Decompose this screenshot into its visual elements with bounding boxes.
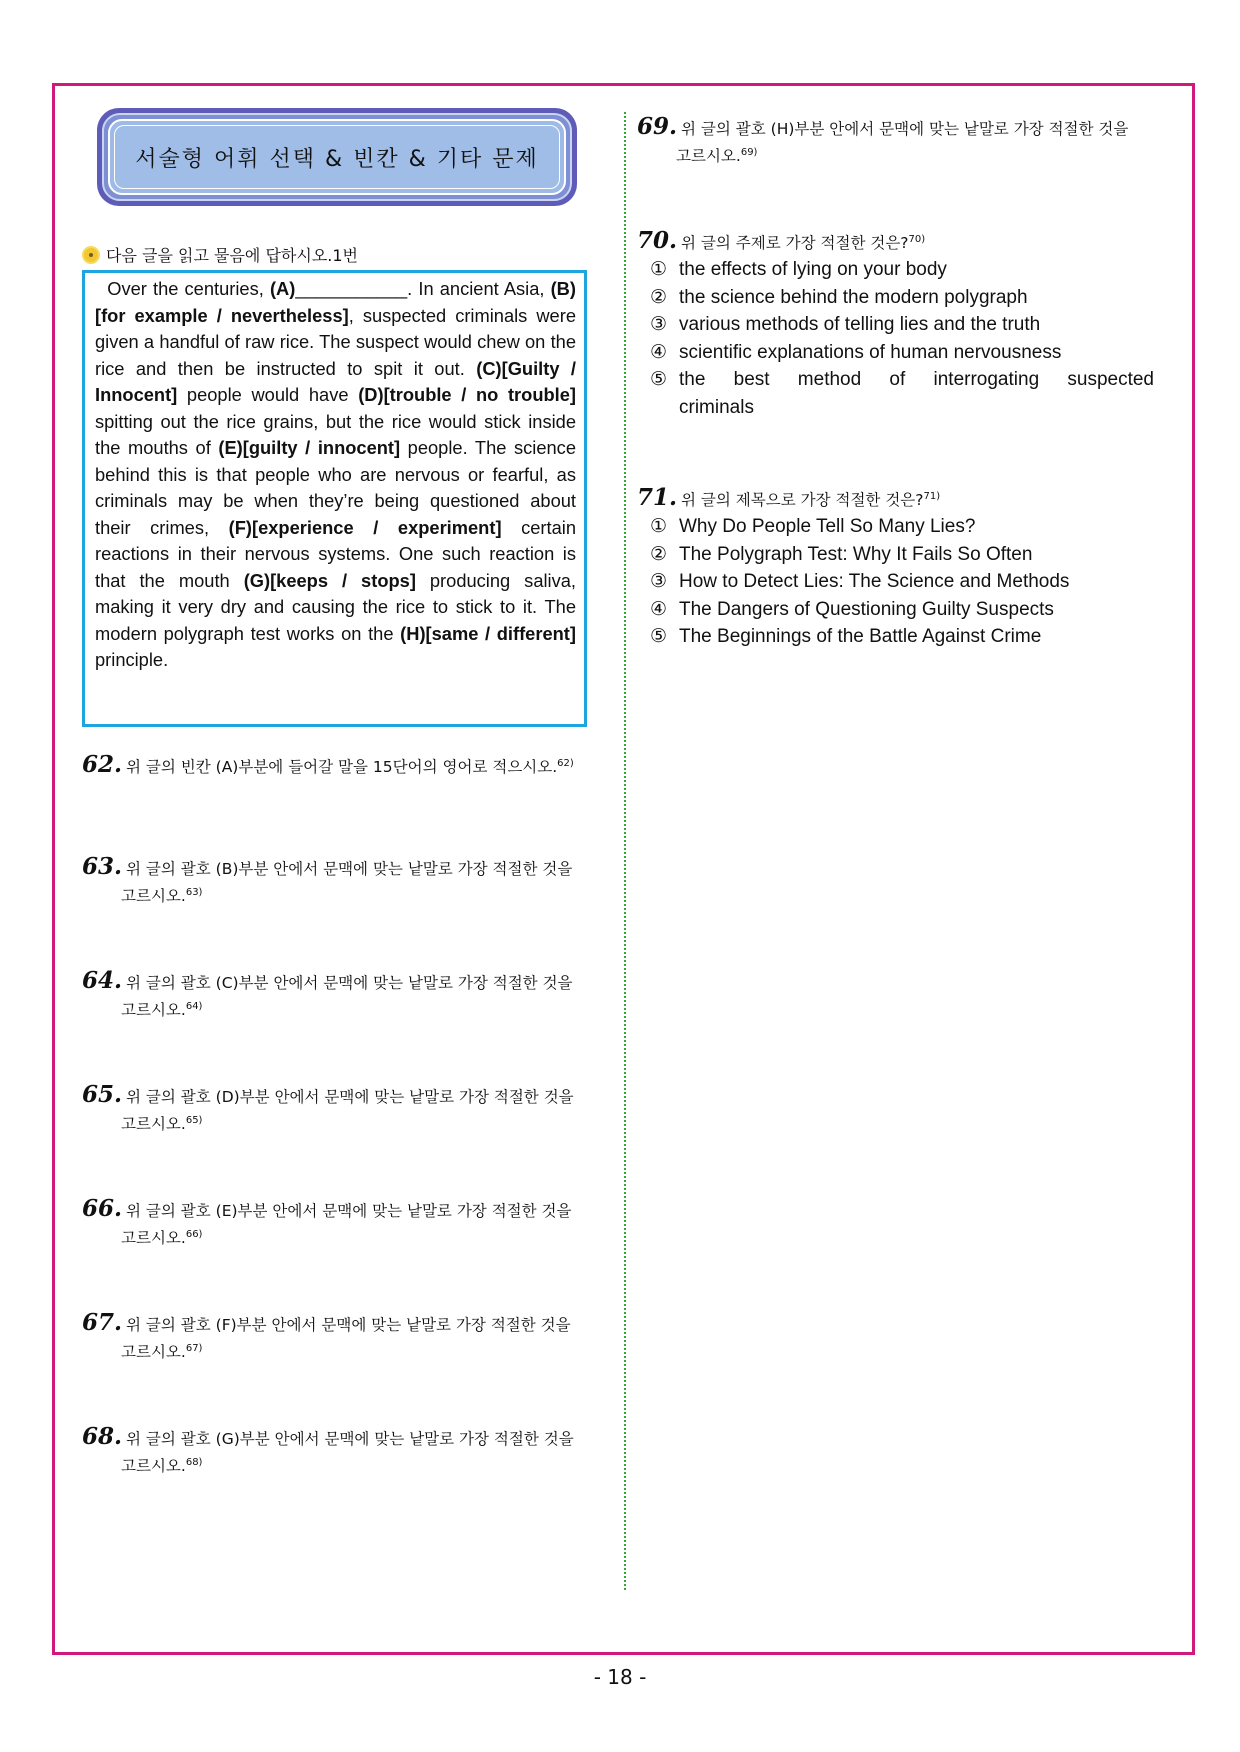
choice-1[interactable]: ① Why Do People Tell So Many Lies? [650,516,976,537]
question-64: 64. 위 글의 괄호 (C)부분 안에서 문맥에 맞는 낱말로 가장 적절한 것을 고르시오.$^{64)}$ [82,967,573,1020]
reading-passage [82,270,587,727]
passage-text: ___________. In ancient Asia, [295,278,551,299]
passage-choice-bracket: (A) [269,278,296,299]
passage-choice-bracket: (E)[guilty / innocent] [218,437,401,458]
passage-text: principle. [95,649,169,670]
question-71: 71. 위 글의 제목으로 가장 적절한 것은?$^{71)}$ [637,484,941,512]
instruction [84,243,358,266]
choice-5[interactable]: ⑤ The Beginnings of the Battle Against Crime [650,626,1042,647]
question-71-choices [650,513,1069,651]
choice-3[interactable]: ③ How to Detect Lies: The Science and Methods [650,571,1070,592]
question-67: 67. 위 글의 괄호 (F)부분 안에서 문맥에 맞는 낱말로 가장 적절한 것을 고르시오.$^{67)}$ [82,1309,571,1362]
question-70-choices [650,256,1154,421]
passage-choice-bracket: (H)[same / different] [400,622,576,644]
question-69: 69. 위 글의 괄호 (H)부분 안에서 문맥에 맞는 낱말로 가장 적절한 것을 고르시오.$^{69)}$ [637,113,1129,166]
page-number: - 18 - [593,1665,647,1689]
question-63: 63. 위 글의 괄호 (B)부분 안에서 문맥에 맞는 낱말로 가장 적절한 것을 고르시오.$^{63)}$ [82,853,573,906]
question-68: 68. 위 글의 괄호 (G)부분 안에서 문맥에 맞는 낱말로 가장 적절한 것을 고르시오.$^{68)}$ [82,1423,574,1476]
passage-text: certain reactions in their nervous systems. One such reaction is that the mouth [95,516,576,591]
choice-5-continued: criminals [679,396,754,418]
question-66: 66. 위 글의 괄호 (E)부분 안에서 문맥에 맞는 낱말로 가장 적절한 것을 고르시오.$^{66)}$ [82,1195,572,1248]
instruction-text: 다음 글을 읽고 물음에 답하시오.1번 [106,246,358,265]
passage-choice-bracket: (G)[keeps / stops] [243,569,416,591]
section-title: 서술형 어휘 선택 & 빈칸 & 기타 문제 [135,147,539,172]
question-62: 62. 위 글의 빈칸 (A)부분에 들어갈 말을 15단어의 영어로 적으시오.$^{62)}$ [82,751,574,779]
choice-4[interactable]: ④ scientific explanations of human nervousness [650,341,1062,363]
section-title-banner [97,108,577,206]
flower-icon [84,248,98,262]
passage-choice-bracket: (F)[experience / experiment] [228,516,502,538]
question-65: 65. 위 글의 괄호 (D)부분 안에서 문맥에 맞는 낱말로 가장 적절한 것을 고르시오.$^{65)}$ [82,1081,574,1134]
question-70: 70. 위 글의 주제로 가장 적절한 것은?$^{70)}$ [637,227,926,255]
choice-2[interactable]: ② the science behind the modern polygraph [650,286,1028,308]
passage-text: spitting out the rice grains, but the rice would stick inside the mouths of [95,410,576,458]
passage-text: Over the centuries, [95,278,270,299]
passage-text: people. The science behind this is that people who are nervous or fearful, as criminals may be when they’re being questioned about their crimes, [95,437,576,538]
passage-choice-bracket: (C)[Guilty / Innocent] [95,357,576,405]
passage-choice-bracket: (D)[trouble / no trouble] [358,384,577,405]
column-divider [624,112,626,1590]
choice-5[interactable]: ⑤ the best method of interrogating suspected [650,369,1154,390]
choice-2[interactable]: ② The Polygraph Test: Why It Fails So Often [650,543,1033,565]
passage-text: people would have [177,384,359,405]
choice-1[interactable]: ① the effects of lying on your body [650,259,947,280]
passage-text: producing saliva, making it very dry and causing the rice to stick to it. The modern polygraph test works on the [95,569,576,644]
passage-text: , suspected criminals were given a handful of raw rice. The suspect would chew on the rice and then be instructed to spit it out. [95,304,576,379]
passage-choice-bracket: (B)[for example / nevertheless] [95,278,576,326]
choice-3[interactable]: ③ various methods of telling lies and the truth [650,314,1041,335]
choice-4[interactable]: ④ The Dangers of Questioning Guilty Suspects [650,598,1054,620]
